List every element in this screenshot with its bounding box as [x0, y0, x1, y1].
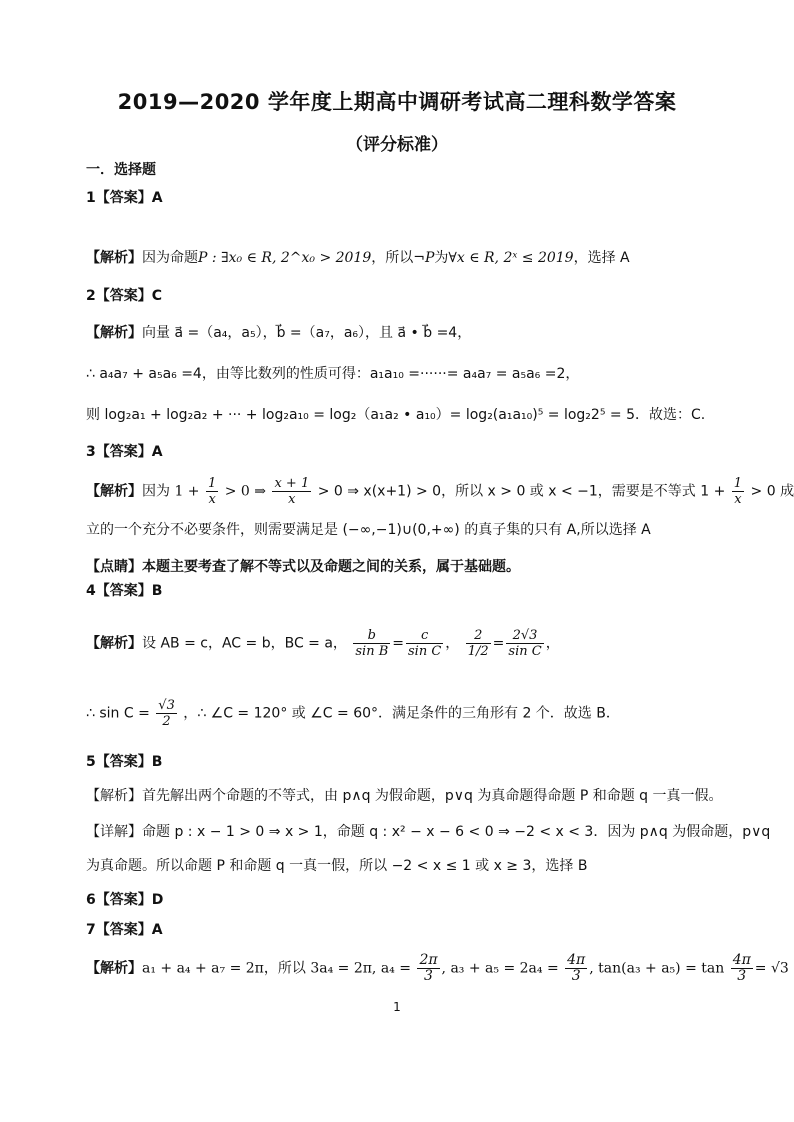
q7-analysis: 【解析】a₁ + a₄ + a₇ = 2π，所以 3a₄ = 2π, a₄ = $\frac{2\pi}{3}$ , a₃ + a₅ = 2a₄ = $\frac{4\pi}{3}$ , tan(a₃ + a₅) = tan $\frac{4\pi}{3}$ = √3 [86, 952, 789, 984]
q2-answer: 2【答案】C [86, 288, 163, 304]
fraction: $\frac{4\pi}{3}$ [567, 952, 586, 984]
fraction: $\frac{√3}{2}$ [158, 698, 175, 729]
q5-answer: 5【答案】B [86, 754, 163, 770]
q7-answer: 7【答案】A [86, 922, 163, 938]
q5-detail-line2: 为真命题。所以命题 P 和命题 q 一真一假，所以 −2 < x ≤ 1 或 x ≥ 3，选择 B [86, 858, 588, 874]
page-subtitle: （评分标准） [346, 135, 448, 155]
fraction: $\frac{2√3}{\text{sin C}}$ [508, 628, 542, 659]
page-number: 1 [393, 1000, 401, 1014]
fraction: $\frac{c}{\text{sin C}}$ [408, 628, 442, 659]
fraction: $\frac{1}{x}$ [208, 476, 217, 507]
q5-analysis-line1: 【解析】首先解出两个命题的不等式，由 p∧q 为假命题，p∨q 为真命题得命题 P 和命题 q 一真一假。 [86, 788, 723, 804]
fraction: $\frac{2\pi}{3}$ [419, 952, 438, 984]
q2-analysis-line1: 【解析】向量 a⃗ =（a₄，a₅），b⃗ =（a₇，a₆），且 a⃗ • b⃗ =4， [86, 325, 472, 341]
section-heading: 一．选择题 [86, 162, 156, 178]
fraction: $\frac{b}{\text{sin B}}$ [355, 628, 389, 659]
analysis-tag: 【解析】 [86, 635, 142, 652]
q1-answer: 1【答案】A [86, 190, 163, 206]
q4-analysis-line2: ∴ sin C = $\frac{√3}{2}$ ，∴ ∠C = 120° 或 ∠C = 60°．满足条件的三角形有 2 个．故选 B． [86, 698, 620, 729]
analysis-tag: 【解析】 [86, 325, 142, 341]
page-title: 2019—2020 学年度上期高中调研考试高二理科数学答案 [117, 90, 677, 114]
fraction: $\frac{1}{x}$ [733, 476, 743, 507]
analysis-tag: 【解析】 [86, 250, 142, 266]
q1-analysis: 【解析】因为命题P : ∃x₀ ∈ R, 2^x₀ > 2019，所以¬P为∀x ∈ R, 2ˣ ≤ 2019，选择 A [86, 250, 630, 266]
q6-answer: 6【答案】D [86, 892, 164, 908]
fraction: $\frac{4\pi}{3}$ [732, 952, 751, 984]
q2-analysis-line2: ∴ a₄a₇ + a₅a₆ =4，由等比数列的性质可得：a₁a₁₀ =······= a₄a₇ = a₅a₆ =2， [86, 366, 580, 382]
q3-analysis-line1: 【解析】因为 1 + $\frac{1}{x}$ > 0 ⇒ $\frac{x + 1}{x}$ > 0 ⇒ x(x+1) > 0，所以 x > 0 或 x < −1，需要是不等式 1 + $\frac{1}{x}$ > 0 成 [86, 476, 794, 507]
q4-analysis-line1: 【解析】设 AB = c，AC = b，BC = a， $\frac{b}{\text{sin B}}$ = $\frac{c}{\text{sin C}}$ ， $\frac{2}{1/2}$ = $\frac{2√3}{\text{sin C}}$ ， [86, 628, 560, 659]
analysis-tag: 【解析】 [86, 483, 142, 500]
q4-answer: 4【答案】B [86, 583, 163, 599]
fraction: $\frac{x + 1}{x}$ [274, 476, 310, 507]
q3-answer: 3【答案】A [86, 444, 163, 460]
q2-analysis-line3: 则 log₂a₁ + log₂a₂ + ··· + log₂a₁₀ = log₂（a₁a₂ • a₁₀）= log₂(a₁a₁₀)⁵ = log₂2⁵ = 5．故选：C. [86, 407, 706, 423]
q3-analysis-line2: 立的一个充分不必要条件，则需要满足是 (−∞,−1)∪(0,+∞) 的真子集的只有 A,所以选择 A [86, 522, 651, 538]
q5-detail-line1: 【详解】命题 p : x − 1 > 0 ⇒ x > 1，命题 q : x² − x − 6 < 0 ⇒ −2 < x < 3．因为 p∧q 为假命题，p∨q [86, 824, 771, 840]
analysis-tag: 【解析】 [86, 960, 142, 977]
fraction: $\frac{2}{1/2}$ [467, 628, 489, 659]
q3-tip: 【点睛】本题主要考查了解不等式以及命题之间的关系，属于基础题。 [86, 559, 520, 575]
